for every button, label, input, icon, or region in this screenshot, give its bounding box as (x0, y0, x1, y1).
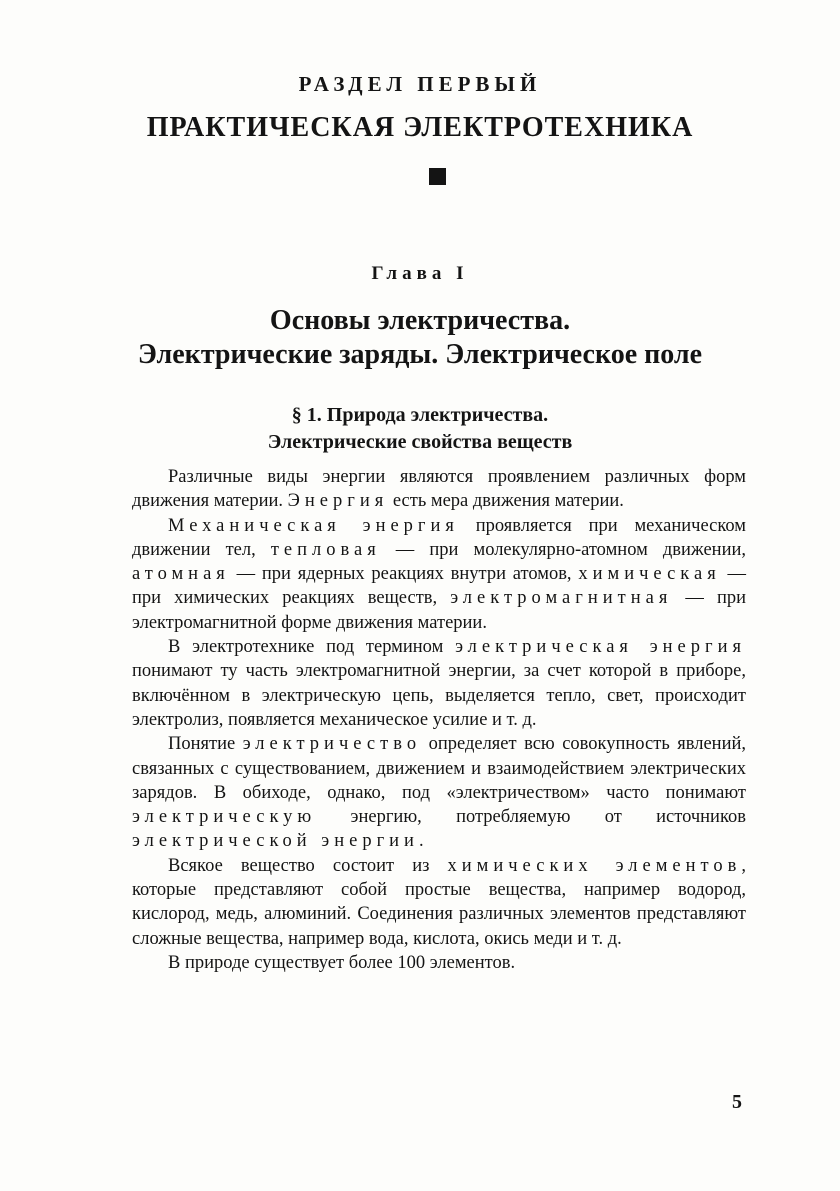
spaced-term: электричество (242, 734, 422, 755)
spaced-term: Механическая энергия (168, 515, 459, 536)
spaced-term: электрической энергии (132, 831, 419, 852)
section-label: РАЗДЕЛ ПЕРВЫЙ (298, 72, 542, 96)
text-run: В природе существует более 100 элементов. (168, 952, 516, 973)
text-run: , которые представляют собой простые вещества, например водород, кислород, медь, алюминий. Соединения различных элементов представляют сложные вещества, например вода, кислота, окись меди и т. д. (132, 855, 746, 949)
chapter-label: Глава I (371, 263, 469, 284)
text-run: Всякое вещество состоит из (168, 855, 448, 876)
square-ornament-icon (429, 168, 446, 185)
text-run: — при молекулярно-атомном движении, (380, 539, 746, 560)
body-paragraph (132, 951, 746, 975)
chapter-title-line-1: Основы электричества. (269, 305, 571, 336)
section-title: ПРАКТИЧЕСКАЯ ЭЛЕКТРОТЕХНИКА (146, 112, 694, 143)
paragraph-heading-line-2: Электрические свойства веществ (267, 431, 573, 453)
chapter-title (0, 304, 840, 372)
text-run: энергию, потребляемую от источников (316, 807, 746, 828)
spaced-term: электрическую (132, 807, 317, 828)
body-paragraph (132, 854, 746, 951)
spaced-term: химических элементов (447, 855, 742, 876)
body-paragraph (132, 465, 746, 514)
spaced-term: химическая (578, 564, 721, 585)
text-run: проявляется при механическом движении тел, (132, 515, 747, 560)
text-run: Понятие (168, 734, 243, 755)
body-paragraph (132, 635, 746, 732)
body-paragraph (132, 732, 746, 853)
text-run: есть мера движения материи. (388, 491, 624, 512)
page-number: 5 (732, 1091, 742, 1113)
body-paragraph (132, 514, 746, 635)
spaced-term: электромагнитная (450, 588, 673, 609)
body-text (132, 465, 746, 975)
spaced-term: тепловая (270, 539, 381, 560)
text-run: определяет всю совокупность явлений, связанных с существованием, движением и взаимодействием электрических зарядов. В обиходе, однако, под «электричеством» часто понимают (132, 734, 747, 803)
text-run: Различные виды энергии являются проявлением различных форм движения материи. (132, 467, 746, 512)
chapter-title-line-2: Электрические заряды. Электрическое поле (137, 339, 703, 370)
text-run: В электротехнике под термином (168, 637, 456, 658)
spaced-term: Энергия (287, 491, 389, 512)
paragraph-heading-line-1: § 1. Природа электричества. (291, 404, 549, 426)
spaced-term: электрическая энергия (455, 637, 747, 658)
paragraph-heading (0, 402, 840, 456)
spaced-term: атомная (132, 564, 230, 585)
text-run: — при ядерных реакциях внутри атомов, (229, 564, 579, 585)
text-run: — при химических реакциях веществ, (132, 564, 746, 609)
text-run: — при электромагнитной форме движения материи. (132, 588, 746, 633)
text-run: понимают ту часть электромагнитной энергии, за счет которой в приборе, включённом в электрическую цепь, выделяется тепло, свет, происходит электролиз, появляется механическое усилие и т. д. (132, 661, 746, 730)
text-run: . (418, 831, 424, 852)
